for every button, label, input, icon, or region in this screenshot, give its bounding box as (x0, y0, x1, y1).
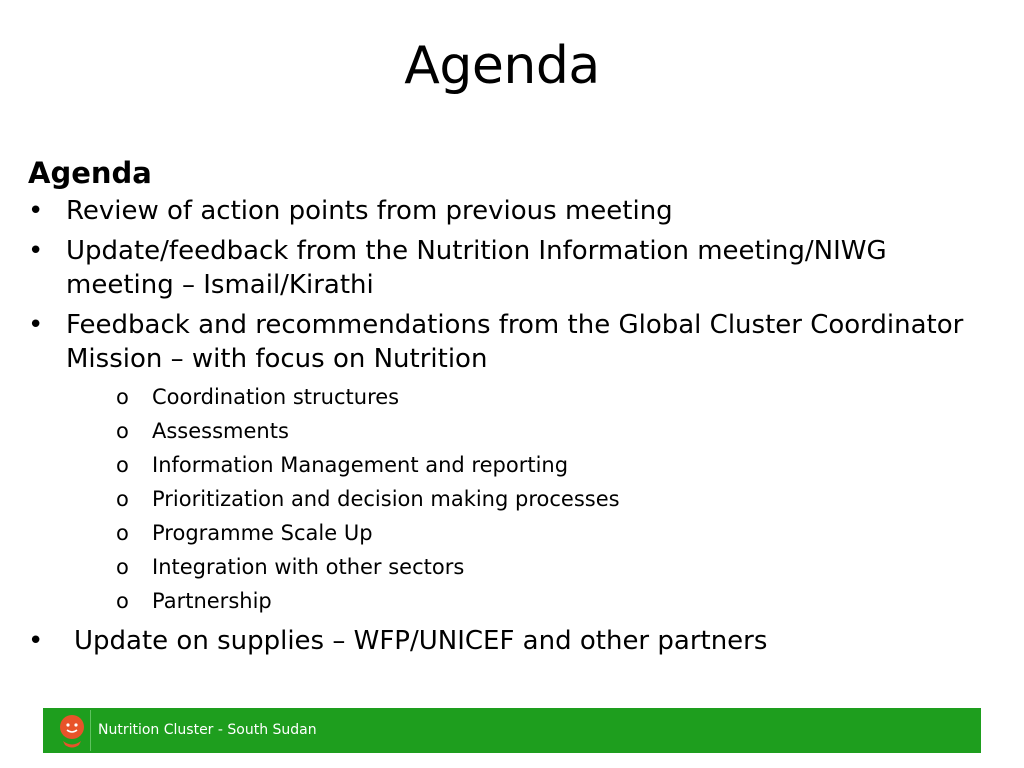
agenda-list (28, 194, 988, 658)
sub-agenda-item-text: Prioritization and decision making processes (152, 487, 620, 511)
agenda-item-text: Review of action points from previous meeting (66, 196, 673, 226)
bullet-marker: • (28, 626, 44, 656)
agenda-item (28, 234, 988, 302)
sub-bullet-marker: o (116, 419, 129, 443)
sub-bullet-marker: o (116, 521, 129, 545)
sub-bullet-marker: o (116, 487, 129, 511)
bullet-marker: • (28, 310, 44, 340)
agenda-subheading: Agenda (28, 156, 152, 190)
sub-agenda-item-text: Partnership (152, 589, 272, 613)
agenda-item (28, 308, 988, 618)
slide-title: Agenda (404, 36, 600, 96)
footer-bar (43, 708, 981, 753)
sub-agenda-item (66, 516, 988, 550)
sub-agenda-item (66, 584, 988, 618)
sub-agenda-list (66, 380, 988, 618)
sub-agenda-item (66, 482, 988, 516)
agenda-item (28, 624, 988, 658)
bullet-marker: • (28, 196, 44, 226)
sub-bullet-marker: o (116, 589, 129, 613)
nutrition-cluster-logo-icon (57, 714, 87, 748)
footer-text: Nutrition Cluster - South Sudan (98, 722, 317, 738)
agenda-item-text: Feedback and recommendations from the Global Cluster Coordinator Mission – with focus on Nutrition (66, 310, 964, 374)
sub-agenda-item (66, 414, 988, 448)
agenda-item-text: Update/feedback from the Nutrition Information meeting/NIWG meeting – Ismail/Kirathi (66, 236, 887, 300)
agenda-item-text: Update on supplies – WFP/UNICEF and other partners (74, 626, 768, 656)
sub-agenda-item-text: Coordination structures (152, 385, 400, 409)
sub-bullet-marker: o (116, 453, 129, 477)
sub-agenda-item (66, 550, 988, 584)
sub-agenda-item-text: Information Management and reporting (152, 453, 569, 477)
sub-bullet-marker: o (116, 555, 129, 579)
sub-bullet-marker: o (116, 385, 129, 409)
sub-agenda-item-text: Integration with other sectors (152, 555, 465, 579)
agenda-item (28, 194, 988, 228)
bullet-marker: • (28, 236, 44, 266)
footer-divider (90, 710, 91, 751)
sub-agenda-item (66, 380, 988, 414)
sub-agenda-item-text: Programme Scale Up (152, 521, 373, 545)
sub-agenda-item (66, 448, 988, 482)
sub-agenda-item-text: Assessments (152, 419, 289, 443)
slide-content (28, 153, 988, 664)
